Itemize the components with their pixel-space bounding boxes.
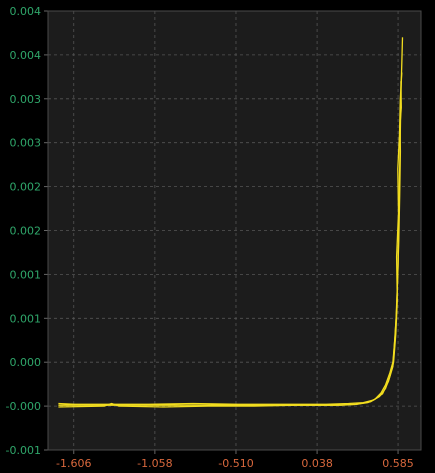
y-tick-label: 0.003 (9, 92, 41, 106)
y-tick-label: 0.000 (9, 356, 41, 370)
y-tick-label: 0.002 (9, 180, 41, 194)
y-tick-label: 0.004 (9, 5, 41, 18)
x-tick-label: 0.585 (382, 457, 414, 470)
y-tick-label: 0.001 (9, 268, 41, 282)
x-tick-label: -1.058 (137, 457, 173, 470)
x-tick-label: 0.038 (301, 457, 333, 470)
y-tick-label: 0.001 (9, 312, 41, 326)
y-tick-label: -0.001 (5, 444, 41, 457)
x-tick-label: -0.510 (218, 457, 254, 470)
y-tick-label: -0.000 (5, 400, 41, 414)
x-axis-ticks (56, 450, 414, 470)
y-axis-ticks (6, 5, 48, 457)
y-tick-label: 0.003 (9, 136, 41, 150)
y-tick-label: 0.002 (9, 224, 41, 238)
x-tick-label: -1.606 (56, 457, 92, 470)
y-tick-label: 0.004 (9, 48, 41, 62)
